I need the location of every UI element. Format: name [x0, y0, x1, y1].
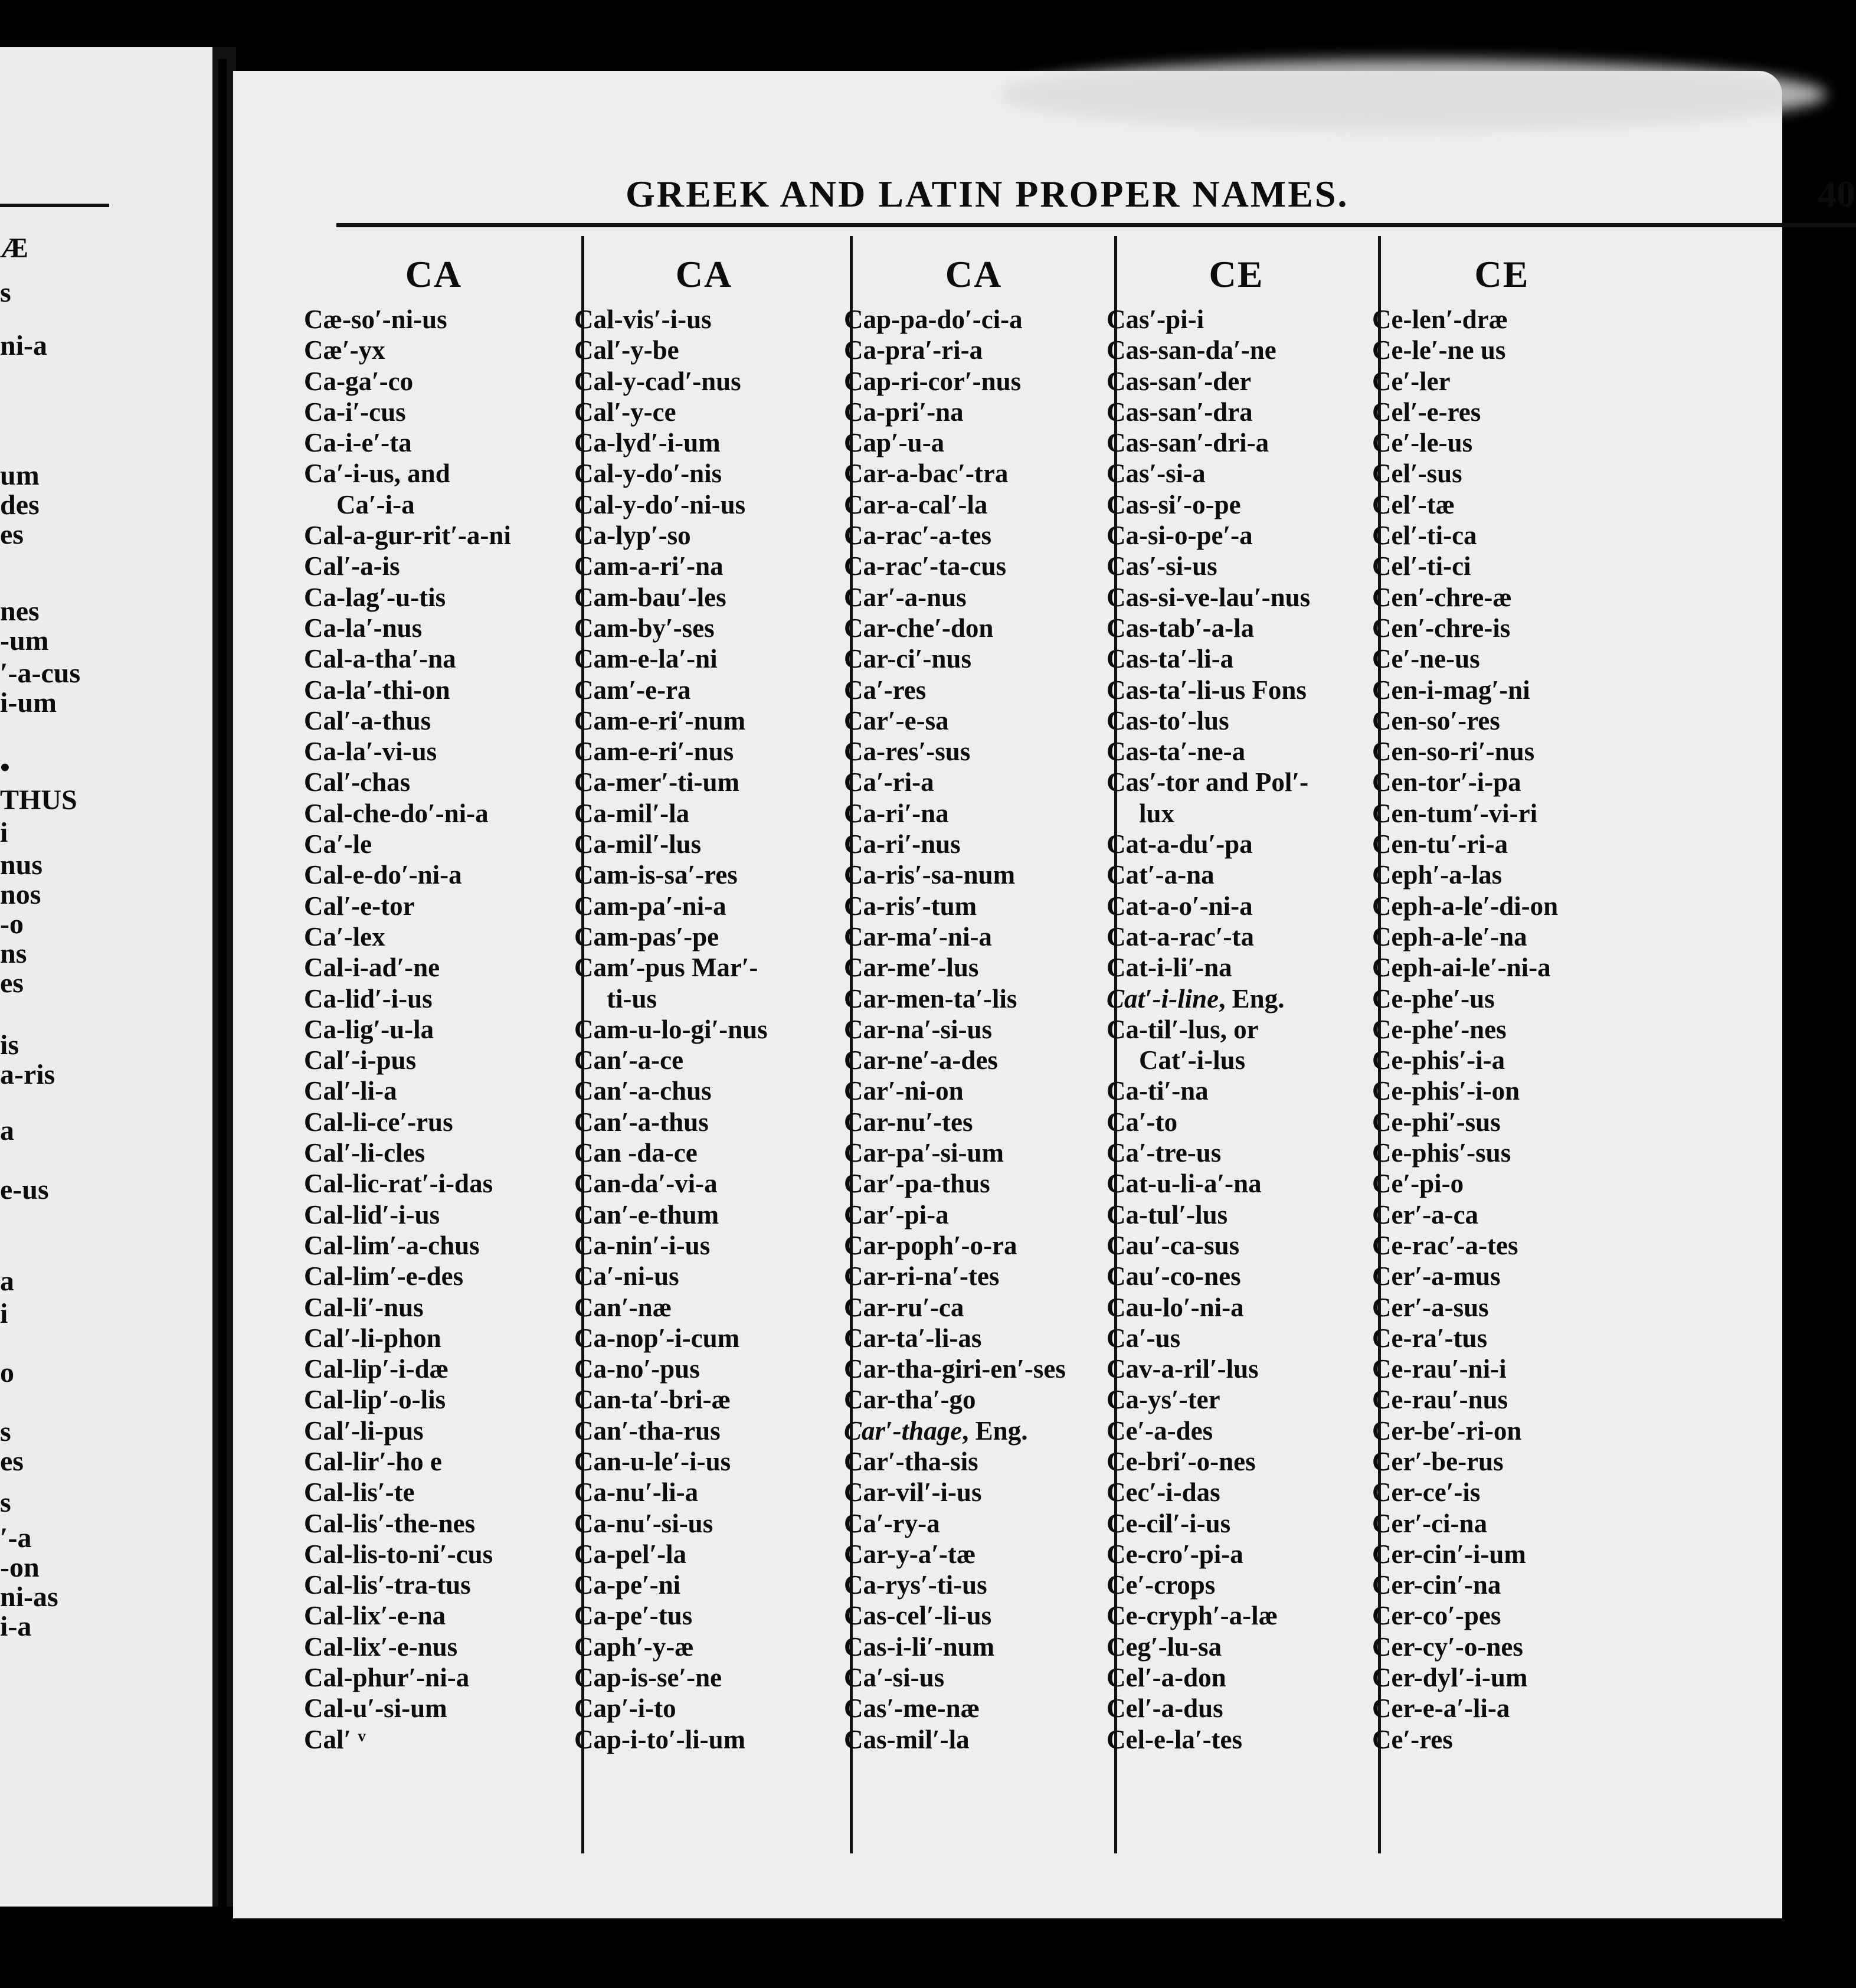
dictionary-entry: Ca-lyp′-so	[574, 521, 691, 551]
dictionary-entry: Car-a-bac′-tra	[844, 459, 1009, 489]
left-page-fragment: ns	[0, 938, 27, 969]
dictionary-entry: Cas-tab′-a-la	[1107, 613, 1255, 643]
dictionary-entry: Cen-tu′-ri-a	[1372, 829, 1508, 859]
dictionary-entry: Car′-tha-sis	[844, 1446, 978, 1476]
dictionary-entry: Cer′-a-mus	[1372, 1261, 1501, 1291]
dictionary-entry: Ca-ga′-co	[304, 366, 414, 396]
dictionary-entry: Cas-ta′-ne-a	[1107, 737, 1246, 767]
dictionary-entry: Ce′-res	[1372, 1724, 1453, 1754]
dictionary-entry: Ce′-pi-o	[1372, 1169, 1464, 1199]
dictionary-entry: Cat-i-li′-na	[1107, 953, 1232, 983]
dictionary-entry: Ce′-a-des	[1107, 1415, 1213, 1446]
page-number: 40	[1818, 173, 1855, 215]
dictionary-entry: Cam-bau′-les	[574, 582, 726, 612]
dictionary-entry: Car-ri-na′-tes	[844, 1261, 1000, 1291]
left-page-fragment: nes	[0, 596, 40, 627]
dictionary-entry: Cel′-tæ	[1372, 489, 1455, 519]
dictionary-entry: Ce′-ne-us	[1372, 644, 1480, 674]
dictionary-entry: Ca-nu′-li-a	[574, 1477, 699, 1508]
dictionary-entry: Ca-i-e′-ta	[304, 428, 412, 458]
dictionary-entry: Ce-rau′-nus	[1372, 1385, 1508, 1415]
dictionary-entry: Ce-phis′-i-on	[1372, 1076, 1520, 1106]
dictionary-entry: Cat′-a-na	[1107, 860, 1215, 890]
dictionary-entry: Cal′ ᵛ	[304, 1724, 366, 1754]
dictionary-entry: Cal-a-tha′-na	[304, 644, 456, 674]
dictionary-entry: Cau′-ca-sus	[1107, 1230, 1240, 1260]
dictionary-entry: Can-ta′-bri-æ	[574, 1385, 731, 1415]
dictionary-entry: Cal-lim′-a-chus	[304, 1230, 480, 1260]
dictionary-entry: Cal-lis′-tra-tus	[304, 1570, 471, 1600]
dictionary-entry: Cap-i-to′-li-um	[574, 1724, 746, 1754]
dictionary-entry: Ca′-i-us, and	[304, 459, 450, 489]
dictionary-entry: Cap′-u-a	[844, 428, 945, 458]
left-page-fragment: Æ	[0, 233, 28, 264]
dictionary-entry: Ca-ys′-ter	[1107, 1385, 1220, 1415]
dictionary-entry: Cal-lis′-the-nes	[304, 1508, 476, 1538]
dictionary-entry: Car-y-a′-tæ	[844, 1539, 976, 1569]
dictionary-entry: Cer-e-a′-li-a	[1372, 1693, 1510, 1724]
column-2	[574, 248, 834, 1755]
column-heading: CA	[405, 253, 463, 295]
dictionary-entry: Ce-cro′-pi-a	[1107, 1539, 1243, 1569]
dictionary-entry: Cel′-a-don	[1107, 1663, 1226, 1693]
dictionary-entry: Ca-lag′-u-tis	[304, 582, 446, 612]
dictionary-entry: Can′-e-thum	[574, 1199, 719, 1230]
dictionary-entry: Cel′-ti-ci	[1372, 551, 1471, 581]
dictionary-entry: Can-u-le′-i-us	[574, 1446, 731, 1476]
dictionary-entry: Car-pa′-si-um	[844, 1138, 1004, 1168]
dictionary-entry: Ca′-res	[844, 675, 927, 705]
dictionary-entry: Cer′-be-rus	[1372, 1446, 1504, 1476]
dictionary-entry: Ca-ti′-na	[1107, 1076, 1209, 1106]
dictionary-entry: Cer-co′-pes	[1372, 1601, 1501, 1631]
dictionary-entry: Ce-phe′-nes	[1372, 1014, 1507, 1044]
dictionary-entry: Car′-a-nus	[844, 582, 967, 612]
dictionary-entry: Cal′-chas	[304, 767, 411, 797]
left-page-fragment: e-us	[0, 1174, 49, 1205]
dictionary-entry: Ce-phe′-us	[1372, 983, 1495, 1013]
dictionary-entry: Cen-so-ri′-nus	[1372, 737, 1535, 767]
dictionary-entry: Car′-thage, Eng.	[844, 1415, 1028, 1446]
dictionary-entry: Cat-a-rac′-ta	[1107, 921, 1255, 952]
dictionary-entry: Can -da-ce	[574, 1138, 698, 1168]
dictionary-entry: Cel′-ti-ca	[1372, 521, 1477, 551]
dictionary-entry: Cas′-tor and Pol′-	[1107, 767, 1308, 797]
dictionary-entry: Can′-a-ce	[574, 1045, 684, 1075]
left-page-fragment: i-a	[0, 1611, 32, 1642]
dictionary-entry: Ca-rac′-a-tes	[844, 521, 992, 551]
dictionary-entry: Ce′-ler	[1372, 366, 1451, 396]
dictionary-entry: Cen-so′-res	[1372, 705, 1500, 735]
dictionary-entry: Ce-phis′-sus	[1372, 1138, 1511, 1168]
dictionary-entry: Cam′-e-ra	[574, 675, 691, 705]
dictionary-entry: Cat-a-o′-ni-a	[1107, 891, 1253, 921]
dictionary-entry: Cer-cin′-na	[1372, 1570, 1501, 1600]
column-1	[304, 248, 564, 1755]
dictionary-entry: Cal-lid′-i-us	[304, 1199, 440, 1230]
dictionary-entry: Cam-a-ri′-na	[574, 551, 724, 581]
dictionary-entry: Ceg′-lu-sa	[1107, 1631, 1222, 1662]
dictionary-entry: Cal-li-ce′-rus	[304, 1107, 453, 1137]
dictionary-entry: Ceph-a-le′-di-on	[1372, 891, 1559, 921]
column-5	[1372, 248, 1632, 1755]
dictionary-entry: Ca-ris′-sa-num	[844, 860, 1016, 890]
dictionary-entry: Cat-u-li-a′-na	[1107, 1169, 1262, 1199]
dictionary-entry: Can′-næ	[574, 1292, 672, 1322]
column-heading: CE	[1474, 253, 1530, 295]
dictionary-entry: Ca-til′-lus, or	[1107, 1014, 1259, 1044]
dictionary-entry: Car-me′-lus	[844, 953, 979, 983]
left-page-rule	[0, 204, 109, 207]
left-page-fragment: i	[0, 817, 8, 848]
dictionary-entry: Cam-is-sa′-res	[574, 860, 738, 890]
dictionary-entry: Ca′-lex	[304, 921, 385, 952]
left-page-fragment: des	[0, 489, 40, 521]
dictionary-entry: Cam-e-ri′-nus	[574, 737, 734, 767]
left-page-fragment: is	[0, 1029, 19, 1061]
dictionary-entry: Cel′-sus	[1372, 459, 1462, 489]
dictionary-entry: Car′-pa-thus	[844, 1169, 990, 1199]
dictionary-entry: Cal-u′-si-um	[304, 1693, 447, 1724]
dictionary-entry: Cal′-i-pus	[304, 1045, 417, 1075]
dictionary-entry: Car-tha′-go	[844, 1385, 976, 1415]
left-facing-page	[0, 47, 212, 1907]
dictionary-entry: Ce-rac′-a-tes	[1372, 1230, 1518, 1260]
dictionary-entry: Car′-e-sa	[844, 705, 949, 735]
left-page-fragment: -um	[0, 625, 49, 656]
dictionary-entry: Cer-be′-ri-on	[1372, 1415, 1522, 1446]
dictionary-entry: Cal′-y-ce	[574, 397, 676, 427]
dictionary-entry: Cal-che-do′-ni-a	[304, 798, 489, 828]
dictionary-entry: Ce-cryph′-a-læ	[1107, 1601, 1278, 1631]
dictionary-entry: Cal-lis′-te	[304, 1477, 415, 1508]
dictionary-entry: Cav-a-ril′-lus	[1107, 1354, 1259, 1384]
column-heading: CA	[675, 253, 733, 295]
left-page-fragment: a	[0, 1266, 14, 1297]
dictionary-entry: Cel′-e-res	[1372, 397, 1481, 427]
dictionary-entry: Ce-phis′-i-a	[1372, 1045, 1505, 1075]
left-page-fragment: ni-a	[0, 330, 48, 361]
dictionary-entry: Cal-a-gur-rit′-a-ni	[304, 521, 511, 551]
dictionary-entry: Ca-nin′-i-us	[574, 1230, 711, 1260]
dictionary-entry: Ca-pe′-tus	[574, 1601, 693, 1631]
dictionary-entry: Cas-i-li′-num	[844, 1631, 995, 1662]
column-heading: CE	[1209, 253, 1264, 295]
dictionary-entry: Caph′-y-æ	[574, 1631, 694, 1662]
dictionary-entry: Car-ci′-nus	[844, 644, 971, 674]
dictionary-entry: Ca-nop′-i-cum	[574, 1323, 740, 1353]
left-page-fragment: i	[0, 1298, 8, 1329]
torn-top-edge	[1000, 59, 1826, 130]
left-page-fragment: ′-a-cus	[0, 658, 81, 689]
dictionary-entry: Cen-i-mag′-ni	[1372, 675, 1530, 705]
dictionary-entry: Car-vil′-i-us	[844, 1477, 982, 1508]
dictionary-entry: Cer-cin′-i-um	[1372, 1539, 1526, 1569]
running-title: GREEK AND LATIN PROPER NAMES.	[626, 173, 1349, 215]
dictionary-entry: Ce-le′-ne us	[1372, 335, 1506, 365]
dictionary-entry: Can′-a-thus	[574, 1107, 709, 1137]
dictionary-entry: Ca-no′-pus	[574, 1354, 700, 1384]
dictionary-entry: Cal′-a-is	[304, 551, 400, 581]
dictionary-entry: Cal′-li-cles	[304, 1138, 425, 1168]
dictionary-entry: Ca-rys′-ti-us	[844, 1570, 987, 1600]
dictionary-entry: Cas-ta′-li-a	[1107, 644, 1234, 674]
dictionary-entry: Cas′-si-us	[1107, 551, 1217, 581]
dictionary-entry: Car-tha-giri-en′-ses	[844, 1354, 1066, 1384]
dictionary-entry: Car-a-cal′-la	[844, 489, 988, 519]
column-4	[1107, 248, 1366, 1755]
dictionary-entry: Car′-ni-on	[844, 1076, 964, 1106]
dictionary-entry: Ceph-ai-le′-ni-a	[1372, 953, 1551, 983]
dictionary-entry: Cap-pa-do′-ci-a	[844, 305, 1023, 334]
dictionary-entry: Cas-san-da′-ne	[1107, 335, 1276, 365]
dictionary-entry: Cal-lix′-e-na	[304, 1601, 446, 1631]
dictionary-entry: Can′-a-chus	[574, 1076, 712, 1106]
dictionary-entry: Cas-san′-dra	[1107, 397, 1253, 427]
dictionary-entry: Cal-li′-nus	[304, 1292, 424, 1322]
left-page-fragment: es	[0, 1446, 24, 1477]
dictionary-entry: Cal-lir′-ho e	[304, 1446, 442, 1476]
dictionary-entry: Ce-phi′-sus	[1372, 1107, 1501, 1137]
dictionary-entry: Ca-nu′-si-us	[574, 1508, 713, 1538]
dictionary-entry: Ca-pel′-la	[574, 1539, 687, 1569]
dictionary-entry: Cal′-e-tor	[304, 891, 415, 921]
dictionary-entry: Ca′-tre-us	[1107, 1138, 1222, 1168]
dictionary-entry: Car′-pi-a	[844, 1199, 949, 1230]
left-page-fragment: es	[0, 967, 24, 999]
dictionary-entry: Ceph′-a-las	[1372, 860, 1503, 890]
dictionary-entry: Ce-rau′-ni-i	[1372, 1354, 1507, 1384]
dictionary-entry: Ca-mil′-lus	[574, 829, 702, 859]
dictionary-entry: Cat′-i-line, Eng.	[1107, 983, 1285, 1013]
dictionary-entry: Cer′-a-ca	[1372, 1199, 1479, 1230]
dictionary-entry: Ca-si-o-pe′-a	[1107, 521, 1253, 551]
dictionary-entry: Cas-ta′-li-us Fons	[1107, 675, 1307, 705]
dictionary-entry: Cas′-pi-i	[1107, 305, 1204, 334]
dictionary-entry: Cal-lic-rat′-i-das	[304, 1169, 493, 1199]
column-heading: CA	[945, 253, 1003, 295]
dictionary-entry: Cal′-y-be	[574, 335, 679, 365]
dictionary-entry: Cam′-pus Mar′-	[574, 953, 758, 983]
left-page-fragment: -on	[0, 1552, 40, 1583]
dictionary-entry: Cat′-i-lus	[1139, 1045, 1246, 1075]
dictionary-entry: Cer′-a-sus	[1372, 1292, 1489, 1322]
dictionary-entry: Cal-i-ad′-ne	[304, 953, 440, 983]
dictionary-entry: Cam-e-la′-ni	[574, 644, 718, 674]
dictionary-entry: Ca-rac′-ta-cus	[844, 551, 1007, 581]
dictionary-entry: Can-da′-vi-a	[574, 1169, 718, 1199]
dictionary-entry: Car-ru′-ca	[844, 1292, 964, 1322]
dictionary-entry: Cat-a-du′-pa	[1107, 829, 1253, 859]
dictionary-entry: Ca-pe′-ni	[574, 1570, 681, 1600]
dictionary-entry: Ca-la′-thi-on	[304, 675, 450, 705]
dictionary-entry: Cen′-chre-æ	[1372, 582, 1512, 612]
dictionary-entry: Cap′-i-to	[574, 1693, 676, 1724]
dictionary-entry: Ca-ris′-tum	[844, 891, 977, 921]
right-page	[233, 71, 1855, 1918]
dictionary-entry: Cau′-co-nes	[1107, 1261, 1241, 1291]
dictionary-entry: Cap-ri-cor′-nus	[844, 366, 1022, 396]
dictionary-entry: Cen′-chre-is	[1372, 613, 1511, 643]
dictionary-entry: Ca-pra′-ri-a	[844, 335, 983, 365]
dictionary-entry: Cal-lip′-o-lis	[304, 1385, 446, 1415]
left-page-fragment: a	[0, 1115, 14, 1146]
left-page-fragment: um	[0, 460, 40, 491]
dictionary-entry: Cas′-me-næ	[844, 1693, 980, 1724]
dictionary-entry: Ca-pri′-na	[844, 397, 964, 427]
dictionary-entry: Cas-san′-der	[1107, 366, 1252, 396]
dictionary-entry: Cal-lim′-e-des	[304, 1261, 464, 1291]
left-page-fragment: a-ris	[0, 1059, 55, 1090]
dictionary-entry: Cel-e-la′-tes	[1107, 1724, 1243, 1754]
dictionary-entry: Ce-cil′-i-us	[1107, 1508, 1231, 1538]
dictionary-entry: Ca-la′-nus	[304, 613, 423, 643]
gutter-shadow	[218, 59, 227, 1918]
dictionary-entry: Cal′-li-phon	[304, 1323, 441, 1353]
dictionary-entry: Cal-lis-to-ni′-cus	[304, 1539, 493, 1569]
dictionary-entry: Ca-lyd′-i-um	[574, 428, 721, 458]
dictionary-entry: Ca′-ry-a	[844, 1508, 940, 1538]
dictionary-entry: Ca′-ri-a	[844, 767, 934, 797]
dictionary-entry: Car-ne′-a-des	[844, 1045, 998, 1075]
dictionary-entry: Ca-mil′-la	[574, 798, 690, 828]
dictionary-entry: lux	[1139, 798, 1175, 828]
dictionary-entry: Ca-la′-vi-us	[304, 737, 437, 767]
dictionary-entry: Cas-cel′-li-us	[844, 1601, 992, 1631]
dictionary-entry: Ca-ri′-na	[844, 798, 949, 828]
dictionary-entry: Car-na′-si-us	[844, 1014, 992, 1044]
dictionary-entry: Cer-ce′-is	[1372, 1477, 1481, 1508]
dictionary-entry: Cen-tum′-vi-ri	[1372, 798, 1538, 828]
dictionary-entry: Cas-si′-o-pe	[1107, 489, 1241, 519]
dictionary-entry: Can′-tha-rus	[574, 1415, 721, 1446]
dictionary-entry: Car-men-ta′-lis	[844, 983, 1017, 1013]
dictionary-entry: Ca-tul′-lus	[1107, 1199, 1228, 1230]
dictionary-entry: Ca′-to	[1107, 1107, 1178, 1137]
dictionary-entry: Ca′-si-us	[844, 1663, 945, 1693]
dictionary-entry: Car-ta′-li-as	[844, 1323, 982, 1353]
dictionary-entry: Ca-res′-sus	[844, 737, 971, 767]
dictionary-entry: Ca-i′-cus	[304, 397, 406, 427]
dictionary-entry: Cer′-ci-na	[1372, 1508, 1488, 1538]
header-rule	[336, 223, 1856, 227]
left-page-fragment: es	[0, 519, 24, 550]
dictionary-entry: Cam-pa′-ni-a	[574, 891, 726, 921]
dictionary-entry: Cal-lip′-i-dæ	[304, 1354, 449, 1384]
dictionary-entry: Ca′-ni-us	[574, 1261, 679, 1291]
left-page-fragment: ′-a	[0, 1522, 32, 1554]
dictionary-entry: Cæ-so′-ni-us	[304, 305, 447, 334]
dictionary-entry: Cam-e-ri′-num	[574, 705, 746, 735]
left-page-fragment: ni-as	[0, 1581, 58, 1613]
left-page-fragment: nus	[0, 849, 43, 881]
dictionary-entry: Cel′-a-dus	[1107, 1693, 1223, 1724]
dictionary-entry: Car-ma′-ni-a	[844, 921, 992, 952]
dictionary-entry: Cam-u-lo-gi′-nus	[574, 1014, 768, 1044]
dictionary-entry: Ca-mer′-ti-um	[574, 767, 740, 797]
dictionary-entry: Ceph-a-le′-na	[1372, 921, 1527, 952]
left-page-fragment: -o	[0, 908, 24, 940]
dictionary-entry: Cer-cy′-o-nes	[1372, 1631, 1523, 1662]
dictionary-entry: Cau-lo′-ni-a	[1107, 1292, 1244, 1322]
dictionary-entry: Cen-tor′-i-pa	[1372, 767, 1521, 797]
dictionary-entry: Cec′-i-das	[1107, 1477, 1220, 1508]
dictionary-entry: Cal-y-cad′-nus	[574, 366, 741, 396]
dictionary-entry: Ca′-i-a	[336, 489, 415, 519]
dictionary-entry: Ce′-le-us	[1372, 428, 1473, 458]
dictionary-entry: Ca′-us	[1107, 1323, 1181, 1353]
dictionary-entry: Cal-y-do′-ni-us	[574, 489, 746, 519]
dictionary-entry: Ce′-crops	[1107, 1570, 1216, 1600]
dictionary-entry: Ce-len′-dræ	[1372, 305, 1508, 334]
dictionary-entry: Cas-mil′-la	[844, 1724, 970, 1754]
dictionary-entry: Cam-by′-ses	[574, 613, 715, 643]
dictionary-entry: Car-che′-don	[844, 613, 994, 643]
dictionary-entry: Cam-pas′-pe	[574, 921, 719, 952]
dictionary-entry: Car-poph′-o-ra	[844, 1230, 1017, 1260]
dictionary-entry: Cal-e-do′-ni-a	[304, 860, 462, 890]
left-page-fragment: THUS	[0, 784, 77, 816]
dictionary-entry: Ce-ra′-tus	[1372, 1323, 1488, 1353]
dictionary-entry: Ca-lig′-u-la	[304, 1014, 434, 1044]
column-3	[844, 248, 1104, 1755]
dictionary-entry: Ca-lid′-i-us	[304, 983, 433, 1013]
dictionary-entry: Cal-lix′-e-nus	[304, 1631, 458, 1662]
dictionary-entry: Cal′-a-thus	[304, 705, 431, 735]
dictionary-entry: Ca′-le	[304, 829, 372, 859]
dictionary-entry: Cas-san′-dri-a	[1107, 428, 1269, 458]
dictionary-entry: Car-nu′-tes	[844, 1107, 973, 1137]
dictionary-entry: Cal-phur′-ni-a	[304, 1663, 470, 1693]
left-page-fragment: s	[0, 277, 11, 308]
dictionary-entry: Cal′-li-a	[304, 1076, 397, 1106]
left-page-fragment: nos	[0, 879, 41, 910]
dictionary-entry: Cal-y-do′-nis	[574, 459, 722, 489]
left-page-fragment: i-um	[0, 687, 57, 718]
left-page-fragment: s	[0, 1487, 11, 1518]
dictionary-entry: Cal-vis′-i-us	[574, 305, 712, 334]
dictionary-entry: Cæ′-yx	[304, 335, 385, 365]
dictionary-entry: Cap-is-se′-ne	[574, 1663, 722, 1693]
dictionary-entry: Cal′-li-pus	[304, 1415, 424, 1446]
dictionary-entry: Cas-si-ve-lau′-nus	[1107, 582, 1311, 612]
left-page-fragment: •	[0, 752, 10, 783]
dictionary-entry: Cas′-si-a	[1107, 459, 1206, 489]
dictionary-entry: Ca-ri′-nus	[844, 829, 961, 859]
left-page-fragment: s	[0, 1416, 11, 1447]
dictionary-entry: Cas-to′-lus	[1107, 705, 1229, 735]
dictionary-entry: Ce-bri′-o-nes	[1107, 1446, 1256, 1476]
dictionary-entry: ti-us	[607, 983, 657, 1013]
dictionary-entry: Cer-dyl′-i-um	[1372, 1663, 1528, 1693]
left-page-fragment: o	[0, 1357, 14, 1388]
